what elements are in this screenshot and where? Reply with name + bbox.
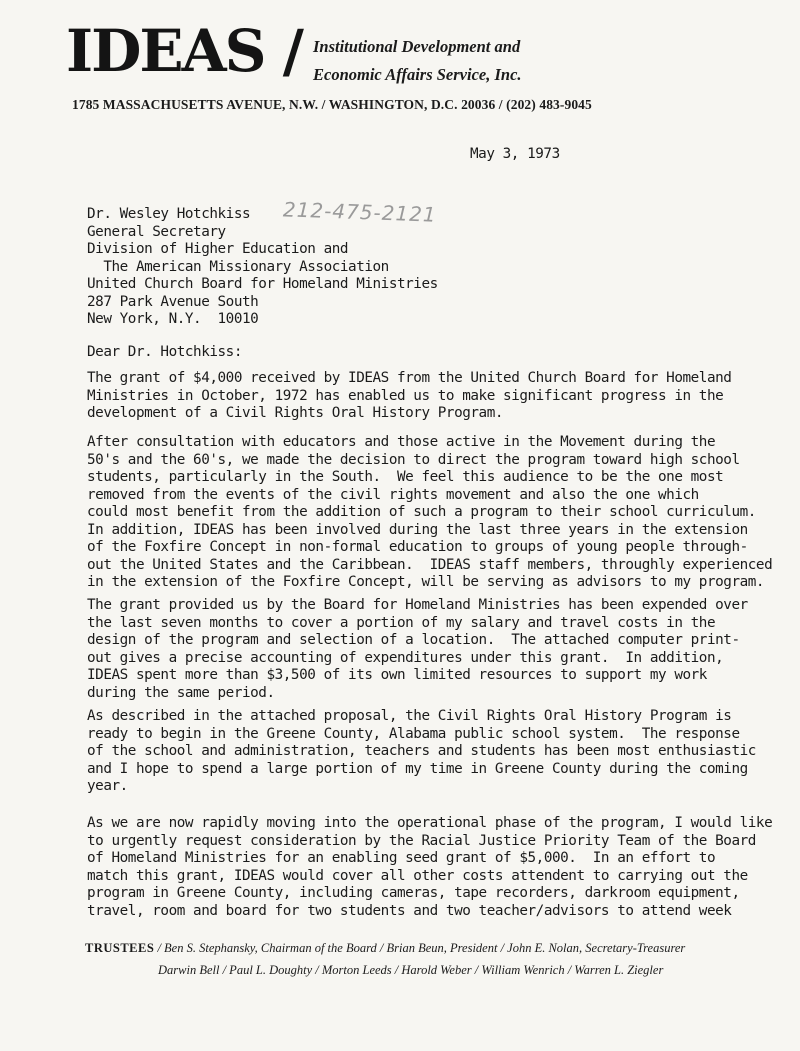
paragraph-consultation: After consultation with educators and those active in the Movement during the 50's and the 60's, we made the decision to direct the program toward high school students, particularly in the South. We feel this audience to be the one most removed from the events of the civil rights movement and also the one which could most benefit from the addition of such a program to their school curriculum. In addition, IDEAS has been involved during the last three years in the extension of the Foxfire Concept in non-formal education to groups of young people through- out the United States and the Caribbean. IDEAS staff members, throughly experienced in the extension of the Foxfire Concept, will be serving as advisors to my program. bbox=[87, 434, 773, 590]
paragraph-expenditures: The grant provided us by the Board for Homeland Ministries has been expended over the last seven months to cover a portion of my salary and travel costs in the design of the program and selection of a location. The attached computer print- out gives a precise accounting of expenditures under this grant. In addition, IDEAS spent more than $3,500 of its own limited resources to support my work during the same period. bbox=[87, 597, 748, 701]
trustees-label: TRUSTEES bbox=[85, 941, 155, 955]
recipient-division: Division of Higher Education and bbox=[87, 241, 349, 257]
trustees-line2: Darwin Bell / Paul L. Doughty / Morton Leeds / Harold Weber / William Wenrich / Warren L. Ziegler bbox=[158, 963, 664, 977]
recipient-name: Dr. Wesley Hotchkiss bbox=[87, 206, 251, 222]
salutation: Dear Dr. Hotchkiss: bbox=[87, 344, 242, 360]
trustees-officers: / Ben S. Stephansky, Chairman of the Board / Brian Beun, President / John E. Nolan, Secretary-Treasurer bbox=[154, 941, 686, 955]
recipient-city: New York, N.Y. 10010 bbox=[87, 311, 259, 327]
paragraph-seed-grant-request: As we are now rapidly moving into the operational phase of the program, I would like to urgently request consideration by the Racial Justice Priority Team of the Board of Homeland Ministries for an enabling seed grant of $5,000. In an effort to match this grant, IDEAS would cover all other costs attendent to carrying out the program in Greene County, including cameras, tape recorders, darkroom equipment, travel, room and board for two students and two teacher/advisors to attend week bbox=[87, 815, 773, 919]
paragraph-greene-county: As described in the attached proposal, the Civil Rights Oral History Program is ready to begin in the Greene County, Alabama public school system. The response of the school and administration, teachers and students has been most enthusiastic and I hope to spend a large portion of my time in Greene County during the coming year. bbox=[87, 708, 756, 794]
recipient-association: The American Missionary Association bbox=[87, 258, 389, 275]
ideas-logo: IDEAS / bbox=[66, 17, 302, 85]
recipient-address-block bbox=[87, 206, 438, 329]
letterhead-address: 1785 MASSACHUSETTS AVENUE, N.W. / WASHINGTON, D.C. 20036 / (202) 483-9045 bbox=[72, 97, 592, 112]
org-name-line2: Economic Affairs Service, Inc. bbox=[313, 65, 522, 84]
trustees-footer bbox=[85, 937, 785, 981]
handwritten-phone-note: 212-475-2121 bbox=[282, 197, 438, 227]
paragraph-grant-received: The grant of $4,000 received by IDEAS from the United Church Board for Homeland Ministries in October, 1972 has enabled us to make significant progress in the development of a Civil Rights Oral History Program. bbox=[87, 370, 732, 421]
organization-name bbox=[313, 33, 522, 89]
recipient-board: United Church Board for Homeland Ministries bbox=[87, 276, 438, 292]
recipient-street: 287 Park Avenue South bbox=[87, 293, 259, 310]
letter-date: May 3, 1973 bbox=[470, 146, 560, 162]
org-name-line1: Institutional Development and bbox=[313, 37, 521, 56]
recipient-title: General Secretary bbox=[87, 223, 226, 240]
trustees-line1 bbox=[85, 937, 785, 959]
